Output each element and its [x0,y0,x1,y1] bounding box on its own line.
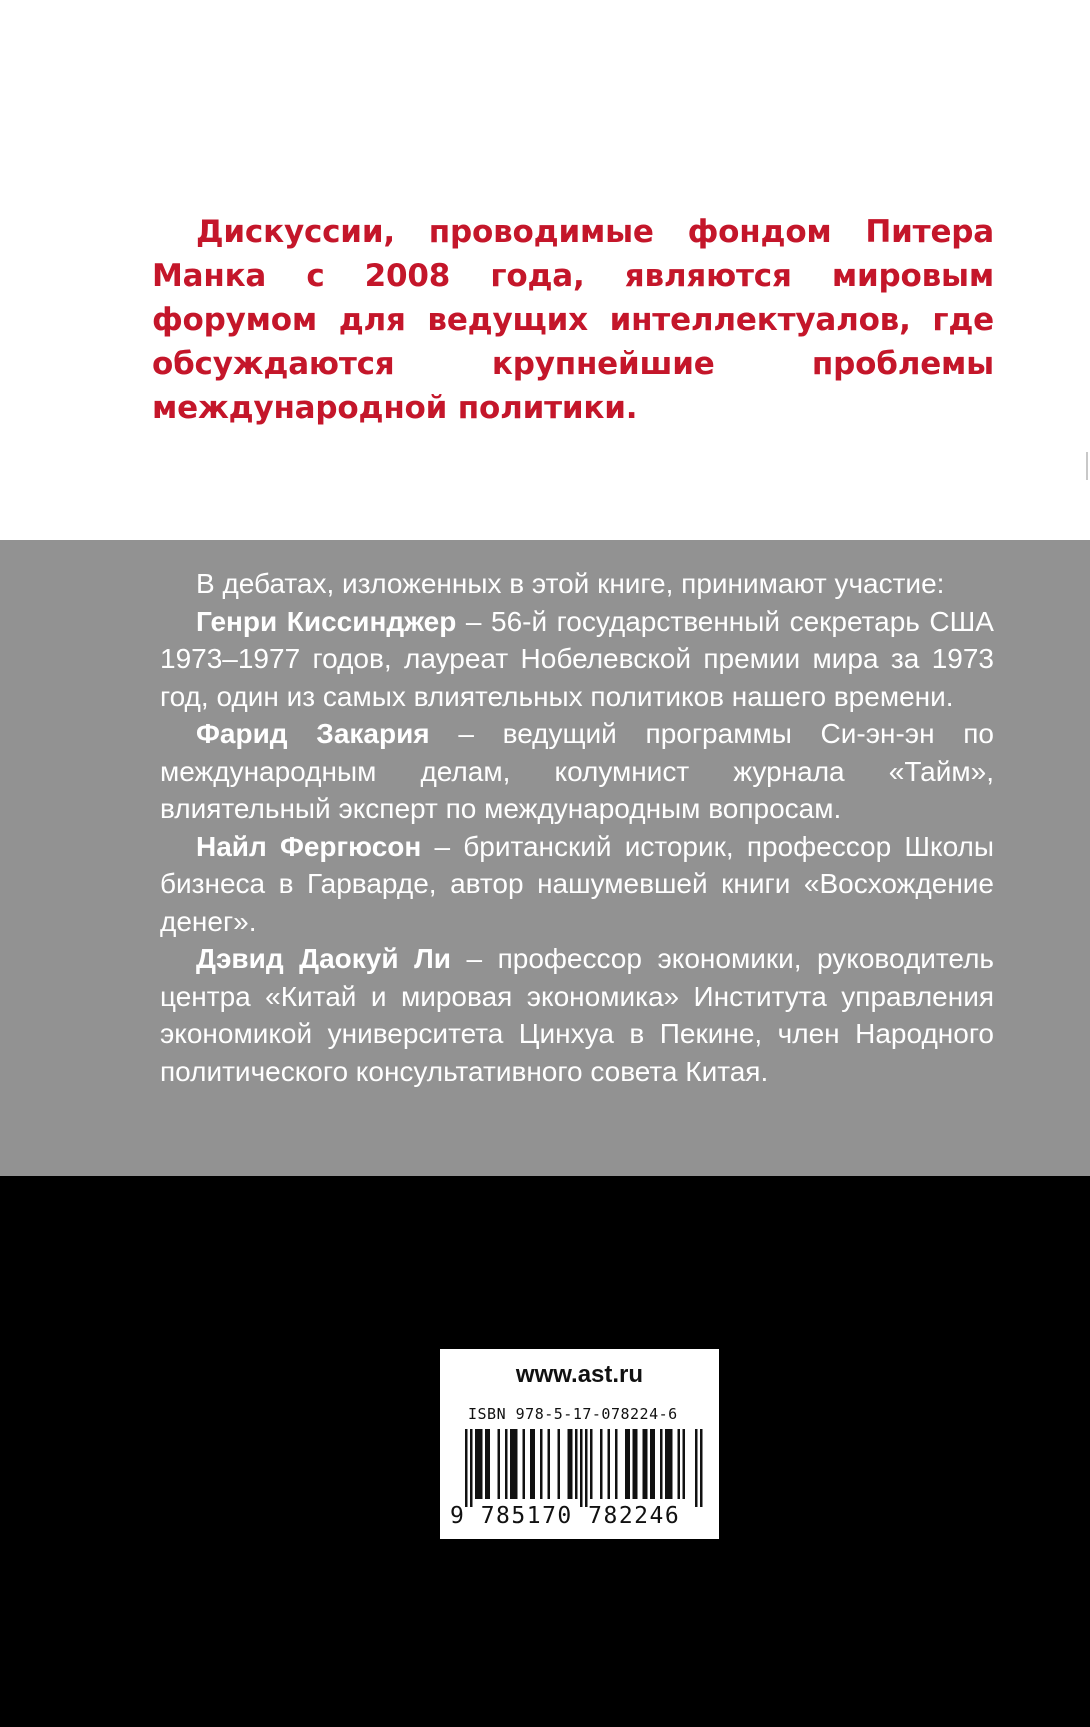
barcode-bar [570,1429,573,1499]
participant-name: Дэвид Даокуй Ли [196,943,451,974]
participant-name: Найл Фергюсон [196,830,422,862]
barcode-bar [505,1429,508,1499]
barcode-bar [523,1429,526,1499]
barcode-bar [653,1429,656,1499]
barcode-bar [470,1429,473,1507]
barcode-bar [558,1429,561,1499]
barcode-digits: 9 785170 782246 [450,1503,681,1529]
participant-description: – 56-й государственный секретарь США 1973–1977 годов, лауреат Нобелевской премии мира за 1973 год, один из самых влиятельных политиков нашего времени. [160,605,994,712]
barcode-bar [615,1429,618,1499]
barcode-bar [628,1429,631,1499]
participant-description: – британский историк, профессор Школы бизнеса в Гарварде, автор нашумевшей книги «Восхождение денег». [160,830,994,937]
barcode-bar [510,1429,513,1499]
barcode-bar [580,1429,583,1507]
participant-entry [160,715,994,828]
barcode-bar [530,1429,533,1499]
barcode-bar [645,1429,648,1499]
barcode-bar [650,1429,653,1499]
barcode-bar [548,1429,551,1499]
barcode-bar [590,1429,593,1499]
barcode-bar [585,1429,588,1507]
barcode-bar [480,1429,483,1499]
barcode-bar [608,1429,611,1499]
barcode-bar [633,1429,636,1499]
barcode-bar [540,1429,543,1499]
barcode-bar [700,1429,703,1507]
barcode-bar [695,1429,698,1507]
barcode-bar [600,1429,603,1499]
barcode-bar [683,1429,686,1499]
barcode-bar [575,1429,578,1499]
participant-description: – профессор экономики, руководитель центра «Китай и мировая экономика» Института управления экономикой университета Цинхуа в Пекине, член Народного политического консультативного совета Китая. [160,943,994,1087]
barcode-bar [533,1429,536,1499]
barcode-bar [485,1429,488,1499]
barcode-bar [643,1429,646,1499]
participant-description: – ведущий программы Си-эн-эн по международным делам, колумнист журнала «Тайм», влиятельный эксперт по международным вопросам. [160,718,994,824]
participant-name: Генри Киссинджер [196,605,457,637]
barcode-bar [488,1429,491,1499]
barcode-bar [678,1429,681,1499]
participant-entry [160,828,994,941]
barcode-icon [440,1429,719,1507]
participant-entry [160,603,994,716]
barcode-bar [515,1429,518,1499]
barcode-bar [568,1429,571,1499]
barcode-bar [498,1429,501,1499]
barcode-bar [635,1429,638,1499]
barcode-bar [668,1429,671,1499]
barcode-bar [670,1429,673,1499]
participant-name: Фарид Закария [196,718,430,749]
participants-lead: В дебатах, изложенных в этой книге, принимают участие: [196,568,945,599]
barcode-bar [478,1429,481,1499]
publisher-url[interactable]: www.ast.ru [515,1361,644,1388]
intro-paragraph: Дискуссии, проводимые фондом Питера Манка с 2008 года, являются мировым форумом для ведущих интеллектуалов, где обсуждаются крупнейшие проблемы международной политики. [152,214,994,426]
barcode-bar [625,1429,628,1499]
barcode-bar [660,1429,663,1499]
participants-section [160,565,994,1090]
barcode-bar [665,1429,668,1499]
barcode-bar [465,1429,468,1507]
edge-mark [1086,452,1088,480]
isbn-label: ISBN 978-5-17-078224-6 [468,1405,678,1423]
barcode-panel [440,1349,719,1539]
participant-entry [160,940,994,1090]
barcode-bar [513,1429,516,1499]
barcode-bar [475,1429,478,1499]
